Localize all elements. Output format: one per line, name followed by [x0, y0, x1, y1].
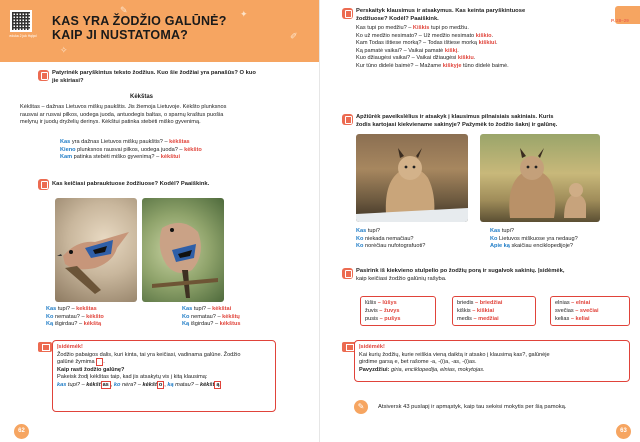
qa-line: Kam Todas ištiese morką? – Todas ištiese morką kiškiui.	[356, 40, 498, 47]
lynx-photo-1	[356, 134, 468, 222]
text-title: Kėkštas	[130, 94, 154, 100]
task-icon	[342, 114, 353, 125]
rule-line: galūnė žymima .	[57, 359, 105, 366]
right-task2-instruction: Apžiūrėk paveikslėlius ir atsakyk į klausimus pilnaisiais sakiniais. Kuris žodis kartojasi kiekviename sakinyje? Pažymėk to žodžio šaknį ir galūnę.	[356, 114, 558, 128]
word-pair: lūšis – lūšys	[365, 300, 397, 306]
reflection-text: Atsiversk 43 puslapį ir apmąstyk, kaip tau sekėsi mokytis per šią pamoką.	[378, 404, 567, 410]
question-line: Kas tupi?	[490, 228, 514, 234]
word-column-3	[550, 296, 630, 326]
word-column-1	[360, 296, 436, 326]
rule-line: Žodžio pabaigos dalis, kuri kinta, tai yra keičiasi, vadinama galūne. Žodžio	[57, 351, 241, 358]
paragraph-line: melynų ir juodų dryželių derinys. Kėkštui patinka stebėti miško gyvenimą.	[20, 119, 201, 126]
qa-line: Kas tupi po medžiu? – Kiškis tupi po medžiu.	[356, 25, 469, 31]
qa-line: Kieno plunksnos rausvai pilkos, uodega juoda? – kėkšto	[60, 146, 202, 153]
rule-heading: Įsidėmėk!	[57, 344, 83, 350]
qa-line: Kuo džiaugėsi vaikai? – Vaikai džiaugėsi kiškiu.	[356, 55, 476, 62]
qa-line: Ko už medžio nesimato? – Už medžio nesimato kiškio.	[356, 32, 494, 39]
qr-code[interactable]	[10, 10, 32, 32]
rule-subheading: Kaip rasti žodžio galūnę?	[57, 366, 125, 373]
word-pair: briedis – briedžiai	[457, 300, 503, 306]
task-icon	[38, 179, 49, 190]
word-pair: pusis – pušys	[365, 316, 401, 323]
word-pair: medis – medžiai	[457, 316, 499, 323]
page-number: 62	[14, 424, 29, 439]
word-column-2	[452, 296, 536, 326]
qa-line: Ko nematau? – kėkštų	[182, 313, 240, 320]
lynx-illustration	[480, 134, 600, 222]
lynx-photo-2	[480, 134, 600, 222]
kiskis-qa	[356, 25, 509, 70]
reflection-icon: ✎	[354, 400, 368, 414]
word-pair: kelias – keliai	[555, 316, 590, 323]
task1-instruction: Patyrinėk paryškintus teksto žodžius. Kuo šie žodžiai yra panašūs? O kuo jie skiriasi?	[52, 70, 256, 84]
note-icon	[38, 342, 52, 352]
qa-line: Ką pamatė vaikai? – Vaikai pamatė kiškį.	[356, 47, 459, 54]
rule-line: Kai kurių žodžių, kurie reiškia vieną daiktą ir atsako į klausimą kas?, galūnėje	[359, 351, 550, 358]
right-page	[320, 0, 640, 442]
page-number: 63	[616, 424, 631, 439]
task-icon	[38, 70, 49, 81]
rule-example: kas tupi? – kėkšt as , ko nėra? – kėkšt o , ką matau? – kėkšt ą	[57, 381, 220, 388]
jay-bird-illustration	[55, 198, 137, 302]
word-pair: žuvis – žuvys	[365, 308, 400, 315]
task-icon	[342, 268, 353, 279]
qr-caption: eduka 2 juk Hqlpd	[9, 34, 37, 38]
doodle-icon: ✦	[240, 9, 248, 19]
rule-heading: Įsidėmėk!	[359, 344, 385, 350]
lynx-questions-right	[490, 228, 578, 251]
kekstas-paragraph	[20, 104, 310, 127]
paragraph-line: rausvai ar rusvai pilkos, uodega juoda, antuodegis baltas, o sparnų kraštus puošia	[20, 111, 224, 118]
question-line: Apie ką skaičiau enciklopedijoje?	[490, 243, 574, 250]
rule-box	[354, 340, 630, 382]
rule-line: Pakeisk žodį kėkštas taip, kad jis atsakytų vis į kitą klausimą:	[57, 374, 208, 381]
qa-list-1	[60, 139, 202, 162]
qa-line: Kas tupi? – kėkštai	[182, 306, 232, 312]
qa-line: Kas yra dažnas Lietuvos miškų paukštis? – kėkštas	[60, 139, 190, 145]
word-pair: elnias – elniai	[555, 300, 591, 306]
qa-line: Ką išgirdau? – kėkštus	[182, 321, 241, 328]
lynx-illustration	[356, 134, 468, 222]
word-pair: kiškis – kiškiai	[457, 308, 495, 315]
page-title: KAS YRA ŽODŽIO GALŪNĖ? KAIP JI NUSTATOMA?	[52, 14, 227, 43]
question-line: Ko Lietuvos miškuose yra nedaug?	[490, 235, 578, 242]
qa-line: Kam patinka stebėti miško gyvenimą? – kėkštui	[60, 154, 181, 161]
qa-list-plural	[182, 306, 240, 329]
task-icon	[342, 8, 353, 19]
question-line: Ko norėčiau nufotografuoti?	[356, 243, 426, 250]
qa-list-singular	[46, 306, 104, 329]
qa-line: Kur tūno didelė baimė? – Mažame kiškyje tūno didelė baimė.	[356, 62, 509, 69]
rule-line: girdime garsą e, bet rašome -a, -(i)a, -as, -(i)as.	[359, 359, 477, 366]
doodle-icon: ✎	[120, 5, 128, 15]
question-line: Kas tupi?	[356, 228, 380, 234]
jay-photo-1	[55, 198, 137, 302]
rule-box	[52, 340, 276, 412]
word-pair: svečias – svečiai	[555, 308, 599, 315]
right-task3-instruction: Pasirink iš kiekvieno stulpelio po žodžių porą ir sugalvok sakinių. Įsidėmėk, kaip keičiasi žodžio galūnių rašyba.	[356, 268, 565, 282]
doodle-icon: ✐	[290, 31, 298, 41]
right-task1-instruction: Perskaityk klausimus ir atsakymus. Kas keinta paryškintuose žodžiuose? Kodėl? Paaiškink.	[356, 8, 526, 22]
qa-line: Kas tupi? – kekštas	[46, 306, 97, 312]
jay-bird-illustration	[142, 198, 224, 302]
question-line: Ko niekada nemačiau?	[356, 235, 414, 242]
qa-line: Ką išgirdau? – kėkštą	[46, 321, 102, 328]
qa-line: Ko nematau? – kėkšto	[46, 313, 104, 320]
page-range: P. 28–29	[611, 18, 629, 23]
lynx-questions-left	[356, 228, 425, 251]
rule-example: Pavyzdžiui: giria, enciklopedija, elnias, mokytojas.	[359, 366, 485, 373]
doodle-icon: ✧	[60, 45, 68, 55]
ending-mark-icon	[96, 358, 103, 366]
jay-photo-2	[142, 198, 224, 302]
task2-instruction: Kas keičiasi pabrauktuose žodžiuose? Kodėl? Paaiškink.	[52, 181, 210, 187]
paragraph-line: Kėkštas – dažnas Lietuvos miškų paukštis. Jis žiemoja Lietuvoje. Kėkšto plunksnos	[20, 104, 227, 110]
